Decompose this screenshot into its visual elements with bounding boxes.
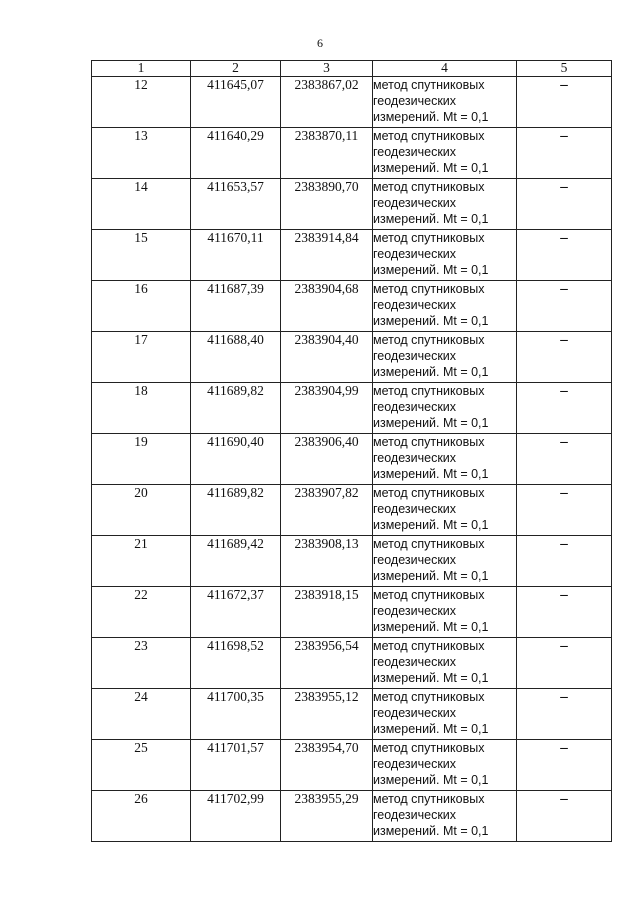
method-cell: метод спутниковых геодезических измерений. Mt = 0,1: [373, 77, 517, 128]
table-row: [92, 791, 612, 842]
x-coordinate-cell: 411645,07: [191, 77, 281, 128]
table-row: [92, 332, 612, 383]
method-cell: метод спутниковых геодезических измерений. Mt = 0,1: [373, 179, 517, 230]
y-coordinate-cell: 2383890,70: [281, 179, 373, 230]
y-coordinate-cell: 2383906,40: [281, 434, 373, 485]
header-col-5: 5: [517, 61, 612, 77]
point-number-cell: 16: [92, 281, 191, 332]
point-number-cell: 13: [92, 128, 191, 179]
note-cell: –: [517, 587, 612, 638]
table-row: [92, 536, 612, 587]
y-coordinate-cell: 2383904,68: [281, 281, 373, 332]
table-row: [92, 383, 612, 434]
table-row: [92, 230, 612, 281]
table-row: [92, 128, 612, 179]
y-coordinate-cell: 2383918,15: [281, 587, 373, 638]
x-coordinate-cell: 411688,40: [191, 332, 281, 383]
point-number-cell: 17: [92, 332, 191, 383]
y-coordinate-cell: 2383955,29: [281, 791, 373, 842]
table-row: [92, 77, 612, 128]
table-row: [92, 485, 612, 536]
y-coordinate-cell: 2383914,84: [281, 230, 373, 281]
note-cell: –: [517, 77, 612, 128]
method-cell: метод спутниковых геодезических измерений. Mt = 0,1: [373, 332, 517, 383]
y-coordinate-cell: 2383904,99: [281, 383, 373, 434]
table-row: [92, 179, 612, 230]
note-cell: –: [517, 740, 612, 791]
header-col-2: 2: [191, 61, 281, 77]
point-number-cell: 20: [92, 485, 191, 536]
x-coordinate-cell: 411689,82: [191, 485, 281, 536]
y-coordinate-cell: 2383904,40: [281, 332, 373, 383]
point-number-cell: 19: [92, 434, 191, 485]
y-coordinate-cell: 2383908,13: [281, 536, 373, 587]
method-cell: метод спутниковых геодезических измерений. Mt = 0,1: [373, 536, 517, 587]
method-cell: метод спутниковых геодезических измерений. Mt = 0,1: [373, 740, 517, 791]
table-row: [92, 740, 612, 791]
point-number-cell: 25: [92, 740, 191, 791]
x-coordinate-cell: 411689,42: [191, 536, 281, 587]
point-number-cell: 26: [92, 791, 191, 842]
table-row: [92, 689, 612, 740]
x-coordinate-cell: 411670,11: [191, 230, 281, 281]
y-coordinate-cell: 2383907,82: [281, 485, 373, 536]
y-coordinate-cell: 2383956,54: [281, 638, 373, 689]
method-cell: метод спутниковых геодезических измерений. Mt = 0,1: [373, 638, 517, 689]
note-cell: –: [517, 689, 612, 740]
point-number-cell: 23: [92, 638, 191, 689]
note-cell: –: [517, 536, 612, 587]
header-col-3: 3: [281, 61, 373, 77]
point-number-cell: 22: [92, 587, 191, 638]
note-cell: –: [517, 485, 612, 536]
note-cell: –: [517, 791, 612, 842]
note-cell: –: [517, 638, 612, 689]
page-number: 6: [317, 36, 323, 50]
x-coordinate-cell: 411672,37: [191, 587, 281, 638]
table-row: [92, 434, 612, 485]
x-coordinate-cell: 411700,35: [191, 689, 281, 740]
method-cell: метод спутниковых геодезических измерений. Mt = 0,1: [373, 434, 517, 485]
header-col-4: 4: [373, 61, 517, 77]
x-coordinate-cell: 411702,99: [191, 791, 281, 842]
note-cell: –: [517, 128, 612, 179]
y-coordinate-cell: 2383870,11: [281, 128, 373, 179]
table-row: [92, 281, 612, 332]
point-number-cell: 18: [92, 383, 191, 434]
y-coordinate-cell: 2383954,70: [281, 740, 373, 791]
note-cell: –: [517, 230, 612, 281]
method-cell: метод спутниковых геодезических измерений. Mt = 0,1: [373, 791, 517, 842]
point-number-cell: 21: [92, 536, 191, 587]
method-cell: метод спутниковых геодезических измерений. Mt = 0,1: [373, 128, 517, 179]
method-cell: метод спутниковых геодезических измерений. Mt = 0,1: [373, 281, 517, 332]
note-cell: –: [517, 281, 612, 332]
note-cell: –: [517, 332, 612, 383]
point-number-cell: 12: [92, 77, 191, 128]
note-cell: –: [517, 383, 612, 434]
note-cell: –: [517, 179, 612, 230]
table-header-row: [92, 61, 612, 77]
point-number-cell: 24: [92, 689, 191, 740]
x-coordinate-cell: 411687,39: [191, 281, 281, 332]
x-coordinate-cell: 411698,52: [191, 638, 281, 689]
point-number-cell: 15: [92, 230, 191, 281]
method-cell: метод спутниковых геодезических измерений. Mt = 0,1: [373, 230, 517, 281]
x-coordinate-cell: 411689,82: [191, 383, 281, 434]
method-cell: метод спутниковых геодезических измерений. Mt = 0,1: [373, 383, 517, 434]
x-coordinate-cell: 411690,40: [191, 434, 281, 485]
x-coordinate-cell: 411701,57: [191, 740, 281, 791]
table-row: [92, 587, 612, 638]
coordinates-table: [91, 60, 612, 842]
y-coordinate-cell: 2383867,02: [281, 77, 373, 128]
x-coordinate-cell: 411653,57: [191, 179, 281, 230]
x-coordinate-cell: 411640,29: [191, 128, 281, 179]
table-row: [92, 638, 612, 689]
method-cell: метод спутниковых геодезических измерений. Mt = 0,1: [373, 587, 517, 638]
point-number-cell: 14: [92, 179, 191, 230]
method-cell: метод спутниковых геодезических измерений. Mt = 0,1: [373, 689, 517, 740]
y-coordinate-cell: 2383955,12: [281, 689, 373, 740]
note-cell: –: [517, 434, 612, 485]
method-cell: метод спутниковых геодезических измерений. Mt = 0,1: [373, 485, 517, 536]
header-col-1: 1: [92, 61, 191, 77]
